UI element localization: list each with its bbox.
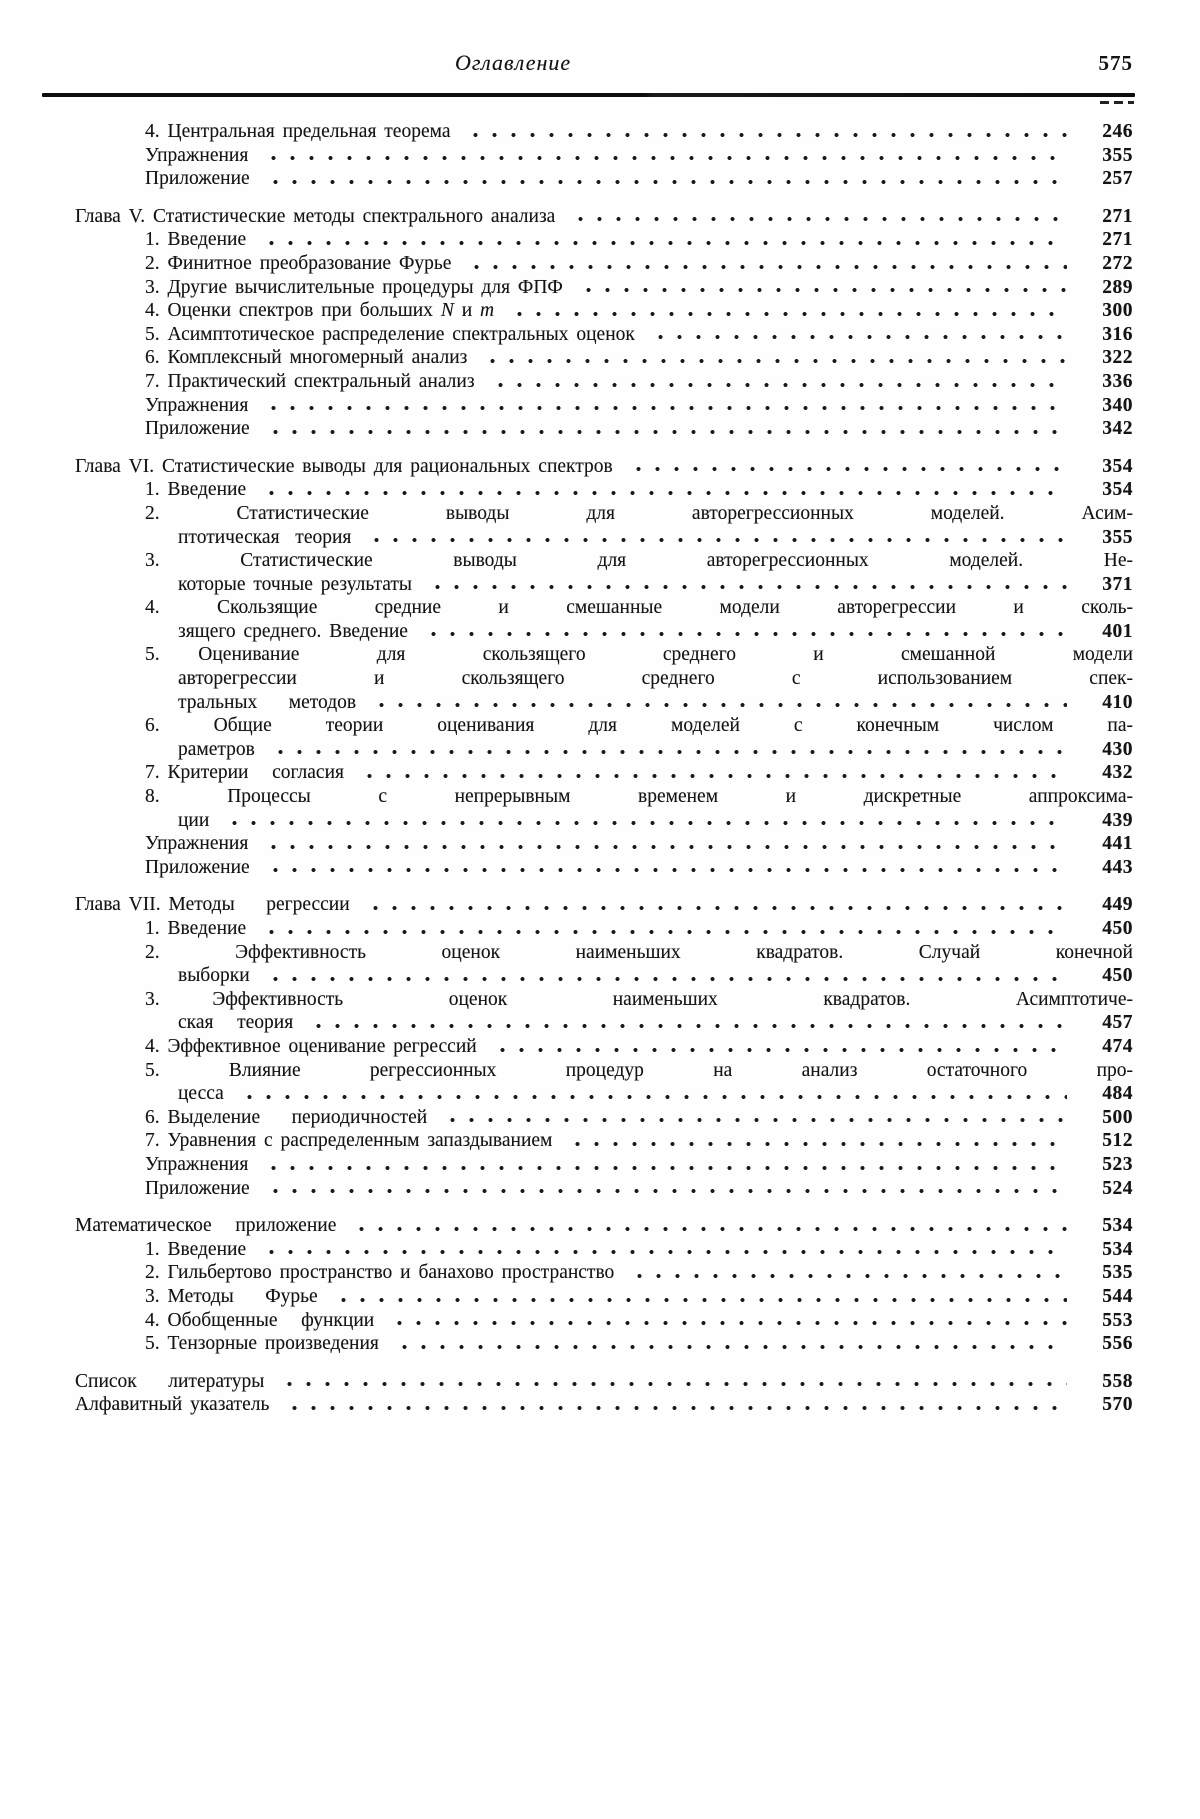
toc-page-number: 534 <box>1102 1238 1133 1260</box>
toc-row <box>75 120 1133 144</box>
toc-row <box>75 988 1133 1012</box>
toc-row <box>75 1177 1133 1201</box>
toc-page-number: 524 <box>1102 1177 1133 1199</box>
toc-entry-text: Упражнения <box>145 833 249 855</box>
toc-page-number: 512 <box>1102 1130 1133 1152</box>
dot-leader <box>648 323 1067 347</box>
toc-entry-text: Математическое приложение <box>75 1215 337 1237</box>
toc-entry-text: 7. Практический спектральный анализ <box>145 370 475 392</box>
toc-page-number: 316 <box>1102 323 1133 345</box>
dot-leader <box>576 276 1067 300</box>
dot-leader <box>507 299 1067 323</box>
toc-page-number: 257 <box>1102 168 1133 190</box>
toc-entry-text: 4. Скользящие средние и смешанные модели авторегрессии и сколь- <box>145 597 1133 619</box>
dot-leader <box>349 1214 1067 1238</box>
toc-page-number: 355 <box>1102 144 1133 166</box>
toc-page-number: 246 <box>1102 121 1133 142</box>
dot-leader <box>261 394 1067 418</box>
toc-row <box>75 643 1133 667</box>
toc-list <box>75 120 1133 1417</box>
dot-leader <box>392 1332 1067 1356</box>
toc-row <box>75 1261 1133 1285</box>
toc-entry-text: 5. Оценивание для скользящего среднего и смешанной модели <box>145 644 1133 666</box>
toc-entry-text: 3. Другие вычислительные процедуры для ФПФ <box>145 276 563 298</box>
toc-page-number: 558 <box>1102 1370 1133 1392</box>
toc-page-number: 450 <box>1102 918 1133 939</box>
toc-row <box>75 526 1133 550</box>
toc-row <box>75 809 1133 833</box>
dot-leader <box>277 1370 1067 1394</box>
toc-page-number: 523 <box>1102 1153 1133 1175</box>
toc-page-number: 553 <box>1102 1309 1133 1331</box>
toc-entry-text: авторегрессии и скользящего среднего с использованием спек- <box>178 668 1133 690</box>
toc-row <box>75 1332 1133 1356</box>
toc-row <box>75 1106 1133 1130</box>
dot-leader <box>627 1261 1067 1285</box>
toc-chapter-row <box>75 1393 1133 1417</box>
dot-leader <box>357 761 1067 785</box>
toc-entry-text: ции <box>178 809 210 831</box>
dot-leader <box>263 417 1067 441</box>
header-rule <box>42 93 1135 97</box>
toc-row <box>75 394 1133 418</box>
dot-leader <box>261 144 1067 168</box>
running-head-title: Оглавление <box>455 50 572 75</box>
toc-entry-text: Глава V. Статистические методы спектрального анализа <box>75 205 556 227</box>
toc-entry-text: 6. Общие теории оценивания для моделей с конечным числом па- <box>145 715 1133 737</box>
toc-page-number: 340 <box>1102 394 1133 416</box>
toc-entry-text: ская теория <box>178 1012 294 1034</box>
toc-page-number: 441 <box>1102 833 1133 855</box>
toc-entry-text: птотическая теория <box>178 526 352 548</box>
toc-page-number: 354 <box>1102 479 1133 501</box>
toc-entry-text: Глава VII. Методы регрессии <box>75 894 350 916</box>
dot-leader <box>259 1238 1067 1262</box>
toc-row <box>75 1082 1133 1106</box>
toc-entry-text: 1. Введение <box>145 918 247 939</box>
toc-entry-text: 4. Оценки спектров при больших N и m <box>145 300 495 322</box>
toc-entry-text: Упражнения <box>145 394 249 416</box>
toc-chapter-row <box>75 205 1133 229</box>
dot-leader <box>421 620 1067 644</box>
dot-leader <box>259 228 1067 252</box>
toc-row <box>75 785 1133 809</box>
toc-page-number: 289 <box>1102 276 1133 298</box>
toc-page-number: 535 <box>1102 1262 1133 1284</box>
dot-leader <box>331 1285 1067 1309</box>
dot-leader <box>626 455 1067 479</box>
toc-page-number: 271 <box>1102 205 1133 227</box>
dot-leader <box>480 346 1067 370</box>
dot-leader <box>568 205 1067 229</box>
toc-row <box>75 276 1133 300</box>
toc-row <box>75 502 1133 526</box>
toc-row <box>75 370 1133 394</box>
dot-leader <box>364 526 1067 550</box>
toc-entry-text: Алфавитный указатель <box>75 1394 270 1416</box>
toc-page-number: 354 <box>1102 455 1133 477</box>
toc-page-number: 534 <box>1102 1215 1133 1237</box>
toc-entry-text: 4. Центральная предельная теорема <box>145 121 451 142</box>
toc-entry-text: которые точные результаты <box>178 573 413 595</box>
toc-page-number: 410 <box>1102 691 1133 713</box>
toc-entry-text: 2. Эффективность оценок наименьших квадратов. Случай конечной <box>145 941 1133 963</box>
toc-row <box>75 1238 1133 1262</box>
toc-page-number: 336 <box>1102 370 1133 392</box>
toc-page-number: 432 <box>1102 762 1133 784</box>
toc-row <box>75 417 1133 441</box>
toc-page-number: 556 <box>1102 1333 1133 1355</box>
toc-chapter-row <box>75 1214 1133 1238</box>
toc-page-number: 457 <box>1102 1012 1133 1034</box>
toc-entry-text: цесса <box>178 1083 224 1105</box>
toc-row <box>75 596 1133 620</box>
toc-entry-text: Упражнения <box>145 1153 249 1175</box>
toc-chapter-row <box>75 455 1133 479</box>
dot-leader <box>488 370 1067 394</box>
toc-entry-text: 7. Уравнения с распределенным запаздыванием <box>145 1130 553 1152</box>
dot-leader <box>259 917 1067 941</box>
toc-row <box>75 620 1133 644</box>
dot-leader <box>425 573 1067 597</box>
dot-leader <box>369 691 1067 715</box>
toc-entry-text: 7. Критерии согласия <box>145 762 344 784</box>
dot-leader <box>263 856 1067 880</box>
toc-chapter-row <box>75 893 1133 917</box>
toc-row <box>75 252 1133 276</box>
toc-entry-text: Приложение <box>145 856 250 878</box>
toc-page-number: 371 <box>1102 573 1133 595</box>
toc-row <box>75 1059 1133 1083</box>
toc-row <box>75 667 1133 691</box>
toc-entry-text: Упражнения <box>145 144 249 166</box>
dot-leader <box>387 1309 1067 1333</box>
toc-row <box>75 738 1133 762</box>
dot-leader <box>222 809 1067 833</box>
toc-row <box>75 573 1133 597</box>
toc-entry-text: Список литературы <box>75 1370 265 1392</box>
toc-row <box>75 941 1133 965</box>
toc-entry-text: Приложение <box>145 1177 250 1199</box>
dot-leader <box>268 738 1067 762</box>
toc-entry-text: 1. Введение <box>145 229 247 251</box>
dot-leader <box>440 1106 1067 1130</box>
toc-entry-text: 2. Статистические выводы для авторегрессионных моделей. Асим- <box>145 502 1133 524</box>
toc-entry-text: 6. Комплексный многомерный анализ <box>145 347 468 369</box>
toc-row <box>75 691 1133 715</box>
toc-entry-text: 5. Тензорные произведения <box>145 1333 379 1355</box>
toc-page-number: 322 <box>1102 347 1133 369</box>
toc-entry-text: 1. Введение <box>145 479 247 501</box>
toc-entry-text: 4. Эффективное оценивание регрессий <box>145 1035 477 1057</box>
page-number: 575 <box>1098 51 1133 75</box>
toc-row <box>75 714 1133 738</box>
toc-entry-text: зящего среднего. Введение <box>178 620 408 642</box>
toc-row <box>75 299 1133 323</box>
toc-entry-text: выборки <box>178 965 250 987</box>
dot-leader <box>464 252 1067 276</box>
toc-entry-text: 3. Методы Фурье <box>145 1285 318 1307</box>
toc-page-number: 342 <box>1102 418 1133 440</box>
dot-leader <box>363 893 1067 917</box>
dot-leader <box>565 1129 1067 1153</box>
dot-leader <box>237 1082 1067 1106</box>
toc-entry-text: 3. Эффективность оценок наименьших квадратов. Асимптотиче- <box>145 988 1133 1010</box>
toc-page-number: 271 <box>1102 229 1133 251</box>
toc-page-number: 449 <box>1102 894 1133 916</box>
toc-entry-text: 2. Гильбертово пространство и банахово пространство <box>145 1262 615 1284</box>
toc-row <box>75 1035 1133 1059</box>
toc-entry-text: 6. Выделение периодичностей <box>145 1106 428 1128</box>
toc-entry-text: 2. Финитное преобразование Фурье <box>145 252 452 274</box>
toc-entry-text: Приложение <box>145 418 250 440</box>
toc-page-number: 272 <box>1102 252 1133 274</box>
dot-leader <box>259 478 1067 502</box>
toc-row <box>75 964 1133 988</box>
toc-entry-text: 4. Обобщенные функции <box>145 1309 375 1331</box>
toc-row <box>75 1011 1133 1035</box>
dot-leader <box>490 1035 1067 1059</box>
dot-leader <box>261 1153 1067 1177</box>
dot-leader <box>282 1393 1067 1417</box>
toc-page-number: 500 <box>1102 1106 1133 1128</box>
dot-leader <box>263 167 1067 191</box>
toc-page-number: 570 <box>1102 1394 1133 1416</box>
toc-page-number: 474 <box>1102 1035 1133 1057</box>
toc-entry-text: 1. Введение <box>145 1238 247 1260</box>
toc-page-number: 544 <box>1102 1285 1133 1307</box>
dot-leader <box>306 1011 1067 1035</box>
toc-row <box>75 1153 1133 1177</box>
dot-leader <box>463 120 1067 144</box>
toc-entry-text: 5. Асимптотическое распределение спектральных оценок <box>145 323 635 345</box>
toc-row <box>75 1129 1133 1153</box>
toc-page-number: 401 <box>1102 620 1133 642</box>
toc-page-number: 450 <box>1102 965 1133 987</box>
toc-entry-text: 3. Статистические выводы для авторегрессионных моделей. Не- <box>145 550 1133 572</box>
toc-chapter-row <box>75 1370 1133 1394</box>
toc-row <box>75 144 1133 168</box>
dot-leader <box>263 1177 1067 1201</box>
toc-row <box>75 1309 1133 1333</box>
toc-page-number: 484 <box>1102 1083 1133 1105</box>
dot-leader <box>261 832 1067 856</box>
toc-page-number: 443 <box>1102 856 1133 878</box>
toc-entry-text: 8. Процессы с непрерывным временем и дискретные аппроксима- <box>145 786 1133 808</box>
toc-page-number: 439 <box>1102 809 1133 831</box>
toc-entry-text: тральных методов <box>178 691 357 713</box>
toc-page-number: 300 <box>1102 300 1133 322</box>
toc-entry-text: 5. Влияние регрессионных процедур на анализ остаточного про- <box>145 1059 1133 1081</box>
dot-leader <box>263 964 1067 988</box>
toc-row <box>75 832 1133 856</box>
toc-row <box>75 228 1133 252</box>
toc-row <box>75 346 1133 370</box>
toc-row <box>75 1285 1133 1309</box>
toc-row <box>75 856 1133 880</box>
toc-row <box>75 917 1133 941</box>
toc-page-number: 355 <box>1102 526 1133 548</box>
toc-row <box>75 549 1133 573</box>
toc-entry-text: Приложение <box>145 168 250 190</box>
toc-row <box>75 761 1133 785</box>
toc-row <box>75 323 1133 347</box>
toc-page-number: 430 <box>1102 738 1133 760</box>
toc-row <box>75 478 1133 502</box>
header-rule-dash <box>1100 101 1134 104</box>
toc-entry-text: Глава VI. Статистические выводы для рациональных спектров <box>75 455 613 477</box>
toc-entry-text: раметров <box>178 738 255 760</box>
running-head <box>0 50 1200 94</box>
toc-row <box>75 167 1133 191</box>
